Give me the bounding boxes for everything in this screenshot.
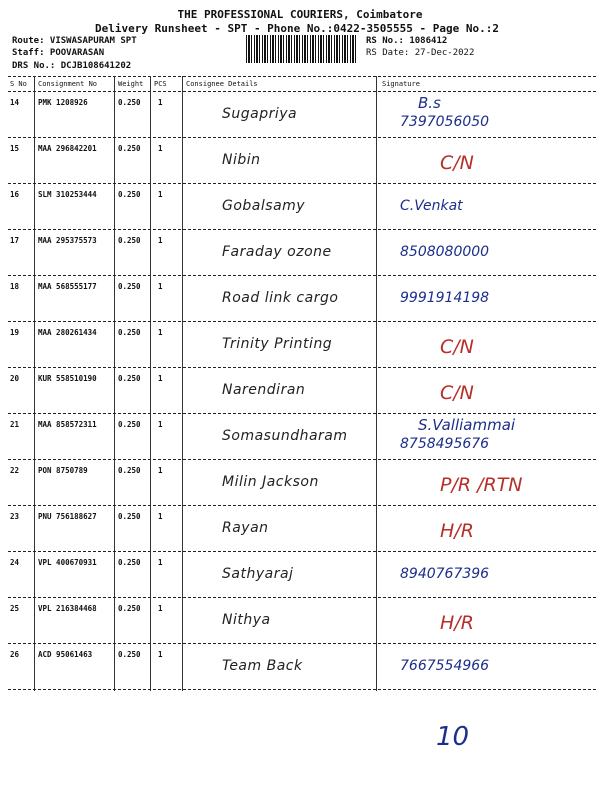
row-consignment-no: PMK 1208926 (38, 98, 88, 107)
row-sno: 16 (10, 190, 20, 199)
row-consignment-no: PON 8750789 (38, 466, 88, 475)
row-pcs: 1 (158, 604, 163, 613)
row-weight: 0.250 (118, 190, 141, 199)
row-sno: 20 (10, 374, 20, 383)
row-divider (8, 183, 596, 184)
row-sno: 19 (10, 328, 20, 337)
row-divider (8, 367, 596, 368)
row-signature: 8508080000 (400, 244, 490, 260)
row-consignment-no: MAA 295375573 (38, 236, 97, 245)
row-divider (8, 275, 596, 276)
row-weight: 0.250 (118, 328, 141, 337)
row-signature: 9991914198 (400, 290, 490, 306)
row-consignee-name: Nibin (222, 152, 261, 168)
row-pcs: 1 (158, 420, 163, 429)
rs-number: RS No.: 1086412 (366, 36, 448, 46)
row-sno: 15 (10, 144, 20, 153)
row-sno: 25 (10, 604, 20, 613)
row-consignment-no: MAA 568555177 (38, 282, 97, 291)
row-pcs: 1 (158, 282, 163, 291)
row-divider (8, 137, 596, 138)
row-weight: 0.250 (118, 236, 141, 245)
col-weight: Weight (118, 80, 144, 88)
row-divider (8, 689, 596, 690)
row-consignment-no: KUR 558510190 (38, 374, 97, 383)
row-signature: 8940767396 (400, 566, 490, 582)
row-pcs: 1 (158, 558, 163, 567)
row-weight: 0.250 (118, 420, 141, 429)
row-pcs: 1 (158, 236, 163, 245)
row-signature: C.Venkat (400, 198, 463, 214)
row-pcs: 1 (158, 98, 163, 107)
row-consignment-no: MAA 858572311 (38, 420, 97, 429)
row-pcs: 1 (158, 512, 163, 521)
row-pcs: 1 (158, 374, 163, 383)
row-signature: 7397056050 (400, 114, 490, 130)
col-divider (182, 76, 183, 691)
rs-date: RS Date: 27-Dec-2022 (366, 48, 475, 58)
row-pcs: 1 (158, 190, 163, 199)
row-consignee-name: Milin Jackson (222, 474, 319, 490)
row-signature-mark: B.s (418, 94, 441, 112)
row-consignment-no: VPL 400670931 (38, 558, 97, 567)
row-signature-mark: S.Valliammai (418, 416, 516, 434)
row-consignee-name: Team Back (222, 658, 303, 674)
row-weight: 0.250 (118, 650, 141, 659)
row-consignee-name: Somasundharam (222, 428, 348, 444)
row-signature: H/R (440, 612, 474, 634)
barcode-image (246, 35, 358, 63)
row-consignee-name: Narendiran (222, 382, 306, 398)
row-consignee-name: Faraday ozone (222, 244, 332, 260)
row-pcs: 1 (158, 650, 163, 659)
row-weight: 0.250 (118, 604, 141, 613)
row-divider (8, 505, 596, 506)
row-consignee-name: Road link cargo (222, 290, 339, 306)
row-sno: 14 (10, 98, 20, 107)
row-consignee-name: Sathyaraj (222, 566, 294, 582)
row-signature: 8758495676 (400, 436, 490, 452)
staff-label: Staff: POOVARASAN (12, 48, 105, 58)
col-divider (114, 76, 115, 691)
row-consignment-no: VPL 216384468 (38, 604, 97, 613)
drs-number: DRS No.: DCJB108641202 (12, 61, 132, 71)
row-signature: H/R (440, 520, 474, 542)
col-signature: Signature (382, 80, 420, 88)
row-consignee-name: Trinity Printing (222, 336, 333, 352)
col-divider (150, 76, 151, 691)
row-weight: 0.250 (118, 558, 141, 567)
row-pcs: 1 (158, 144, 163, 153)
row-consignee-name: Sugapriya (222, 106, 298, 122)
row-weight: 0.250 (118, 282, 141, 291)
row-sno: 26 (10, 650, 20, 659)
col-pcs: PCS (154, 80, 167, 88)
col-consignment: Consignment No (38, 80, 98, 88)
row-signature: C/N (440, 382, 474, 404)
row-weight: 0.250 (118, 374, 141, 383)
row-consignee-name: Gobalsamy (222, 198, 306, 214)
col-consignee: Consignee Details (186, 80, 258, 88)
row-consignment-no: ACD 95061463 (38, 650, 93, 659)
row-sno: 21 (10, 420, 20, 429)
row-consignment-no: MAA 280261434 (38, 328, 97, 337)
row-sno: 23 (10, 512, 20, 521)
row-signature: C/N (440, 152, 474, 174)
row-weight: 0.250 (118, 512, 141, 521)
row-sno: 24 (10, 558, 20, 567)
row-signature: P/R /RTN (440, 474, 523, 496)
row-divider (8, 229, 596, 230)
row-signature: C/N (440, 336, 474, 358)
header-rule (8, 91, 596, 92)
row-signature: 7667554966 (400, 658, 490, 674)
row-consignee-name: Nithya (222, 612, 271, 628)
row-sno: 18 (10, 282, 20, 291)
col-divider (376, 76, 377, 691)
row-pcs: 1 (158, 466, 163, 475)
row-sno: 17 (10, 236, 20, 245)
row-divider (8, 643, 596, 644)
document-subtitle: Delivery Runsheet - SPT - Phone No.:0422-3505555 - Page No.:2 (95, 22, 499, 35)
route-label: Route: VISWASAPURAM SPT (12, 36, 137, 46)
row-divider (8, 321, 596, 322)
row-weight: 0.250 (118, 98, 141, 107)
row-sno: 22 (10, 466, 20, 475)
table-top-rule (8, 76, 596, 77)
page-mark: 10 (436, 722, 470, 752)
row-divider (8, 551, 596, 552)
row-weight: 0.250 (118, 466, 141, 475)
row-consignment-no: SLM 310253444 (38, 190, 97, 199)
row-consignee-name: Rayan (222, 520, 269, 536)
row-divider (8, 597, 596, 598)
row-consignment-no: PNU 756188627 (38, 512, 97, 521)
row-divider (8, 413, 596, 414)
row-weight: 0.250 (118, 144, 141, 153)
row-consignment-no: MAA 296842201 (38, 144, 97, 153)
row-pcs: 1 (158, 328, 163, 337)
col-sno: S No (10, 80, 27, 88)
col-divider (34, 76, 35, 691)
row-divider (8, 459, 596, 460)
document-title: THE PROFESSIONAL COURIERS, Coimbatore (177, 8, 423, 21)
